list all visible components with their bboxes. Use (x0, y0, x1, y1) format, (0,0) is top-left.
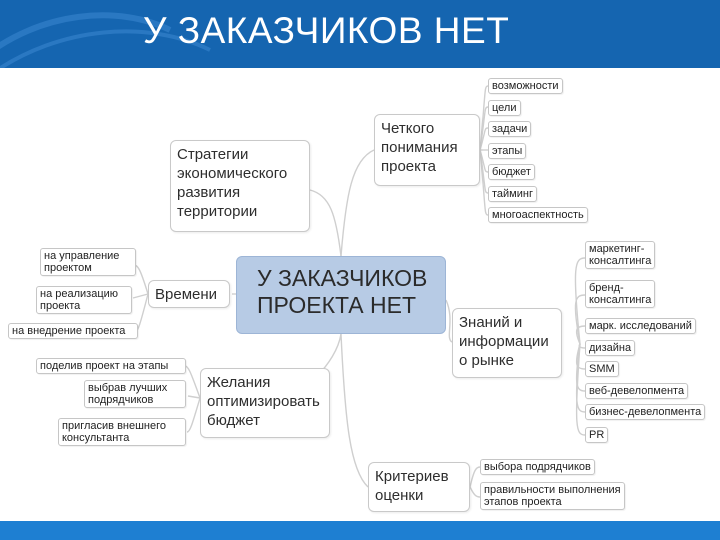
central-topic-line: У ЗАКАЗЧИКОВ (257, 265, 428, 291)
leaf-knowledge-line: консалтинга (589, 255, 652, 267)
page-title: У ЗАКАЗЧИКОВ НЕТ (143, 10, 510, 51)
leaf-desire (84, 380, 186, 408)
branch-knowledge-line: Знаний и (459, 314, 523, 331)
footer-bar (0, 521, 720, 540)
branch-desire-line: Желания (207, 374, 271, 391)
leaf-desire-line: выбрав лучших (88, 382, 168, 394)
branch-strategy-line: Стратегии (177, 146, 249, 163)
leaf-knowledge: веб-девелопмента (585, 383, 688, 399)
leaf-knowledge: дизайна (585, 340, 635, 356)
leaf-desire-line: поделив проект на этапы (40, 360, 169, 372)
leaf-understanding: многоаспектность (488, 207, 588, 223)
leaf-time (40, 248, 136, 276)
leaf-criteria (480, 482, 625, 510)
leaf-time-line: на реализацию (40, 288, 119, 300)
leaf-time-line: проектом (44, 262, 92, 274)
leaf-knowledge: марк. исследований (585, 318, 696, 334)
leaf-understanding: возможности (488, 78, 563, 94)
leaf-criteria-line: этапов проекта (484, 496, 562, 508)
branch-criteria-line: Критериев (375, 468, 449, 485)
leaf-knowledge-line: маркетинг- (589, 243, 645, 255)
central-topic (236, 256, 446, 334)
branch-criteria (368, 462, 470, 512)
leaf-knowledge: SMM (585, 361, 619, 377)
leaf-time-line: на управление (44, 250, 120, 262)
branch-time-label: Времени (155, 286, 218, 303)
leaf-criteria (480, 459, 595, 475)
branch-strategy-line: территории (177, 203, 258, 220)
branch-strategy-line: экономического (177, 165, 288, 182)
branch-criteria-line: оценки (375, 487, 424, 504)
branch-knowledge (452, 308, 562, 378)
leaf-desire (58, 418, 186, 446)
branch-time (148, 280, 230, 308)
leaf-knowledge: бизнес-девелопмента (585, 404, 705, 420)
leaf-desire-line: подрядчиков (88, 394, 154, 406)
central-topic-line: ПРОЕКТА НЕТ (257, 292, 417, 318)
branch-strategy-line: развития (177, 184, 241, 201)
leaf-understanding: бюджет (488, 164, 535, 180)
leaf-knowledge (585, 241, 655, 269)
branch-desire-line: бюджет (207, 412, 261, 429)
leaf-time (36, 286, 132, 314)
leaf-criteria-line: выбора подрядчиков (484, 461, 591, 473)
leaf-desire-line: пригласив внешнего (62, 420, 167, 432)
leaf-knowledge: PR (585, 427, 608, 443)
branch-understanding (374, 114, 480, 186)
branch-understanding-line: Четкого (381, 120, 435, 137)
leaf-time-line: проекта (40, 300, 81, 312)
leaf-understanding: задачи (488, 121, 531, 137)
leaf-knowledge-line: бренд- (589, 282, 624, 294)
branch-strategy (170, 140, 310, 232)
leaf-knowledge-line: консалтинга (589, 294, 652, 306)
leaf-criteria-line: правильности выполнения (484, 484, 621, 496)
branch-desire-line: оптимизировать (207, 393, 320, 410)
leaf-time (8, 323, 138, 339)
leaf-time-line: на внедрение проекта (12, 325, 126, 337)
leaf-desire-line: консультанта (62, 432, 130, 444)
branch-knowledge-line: информации (459, 333, 549, 350)
branch-understanding-line: понимания (381, 139, 458, 156)
leaf-desire (36, 358, 186, 374)
branch-desire (200, 368, 330, 438)
branch-knowledge-line: о рынке (459, 352, 514, 369)
leaf-knowledge (585, 280, 655, 308)
leaf-understanding: цели (488, 100, 521, 116)
leaf-understanding: этапы (488, 143, 526, 159)
branch-understanding-line: проекта (381, 158, 436, 175)
leaf-understanding: тайминг (488, 186, 537, 202)
